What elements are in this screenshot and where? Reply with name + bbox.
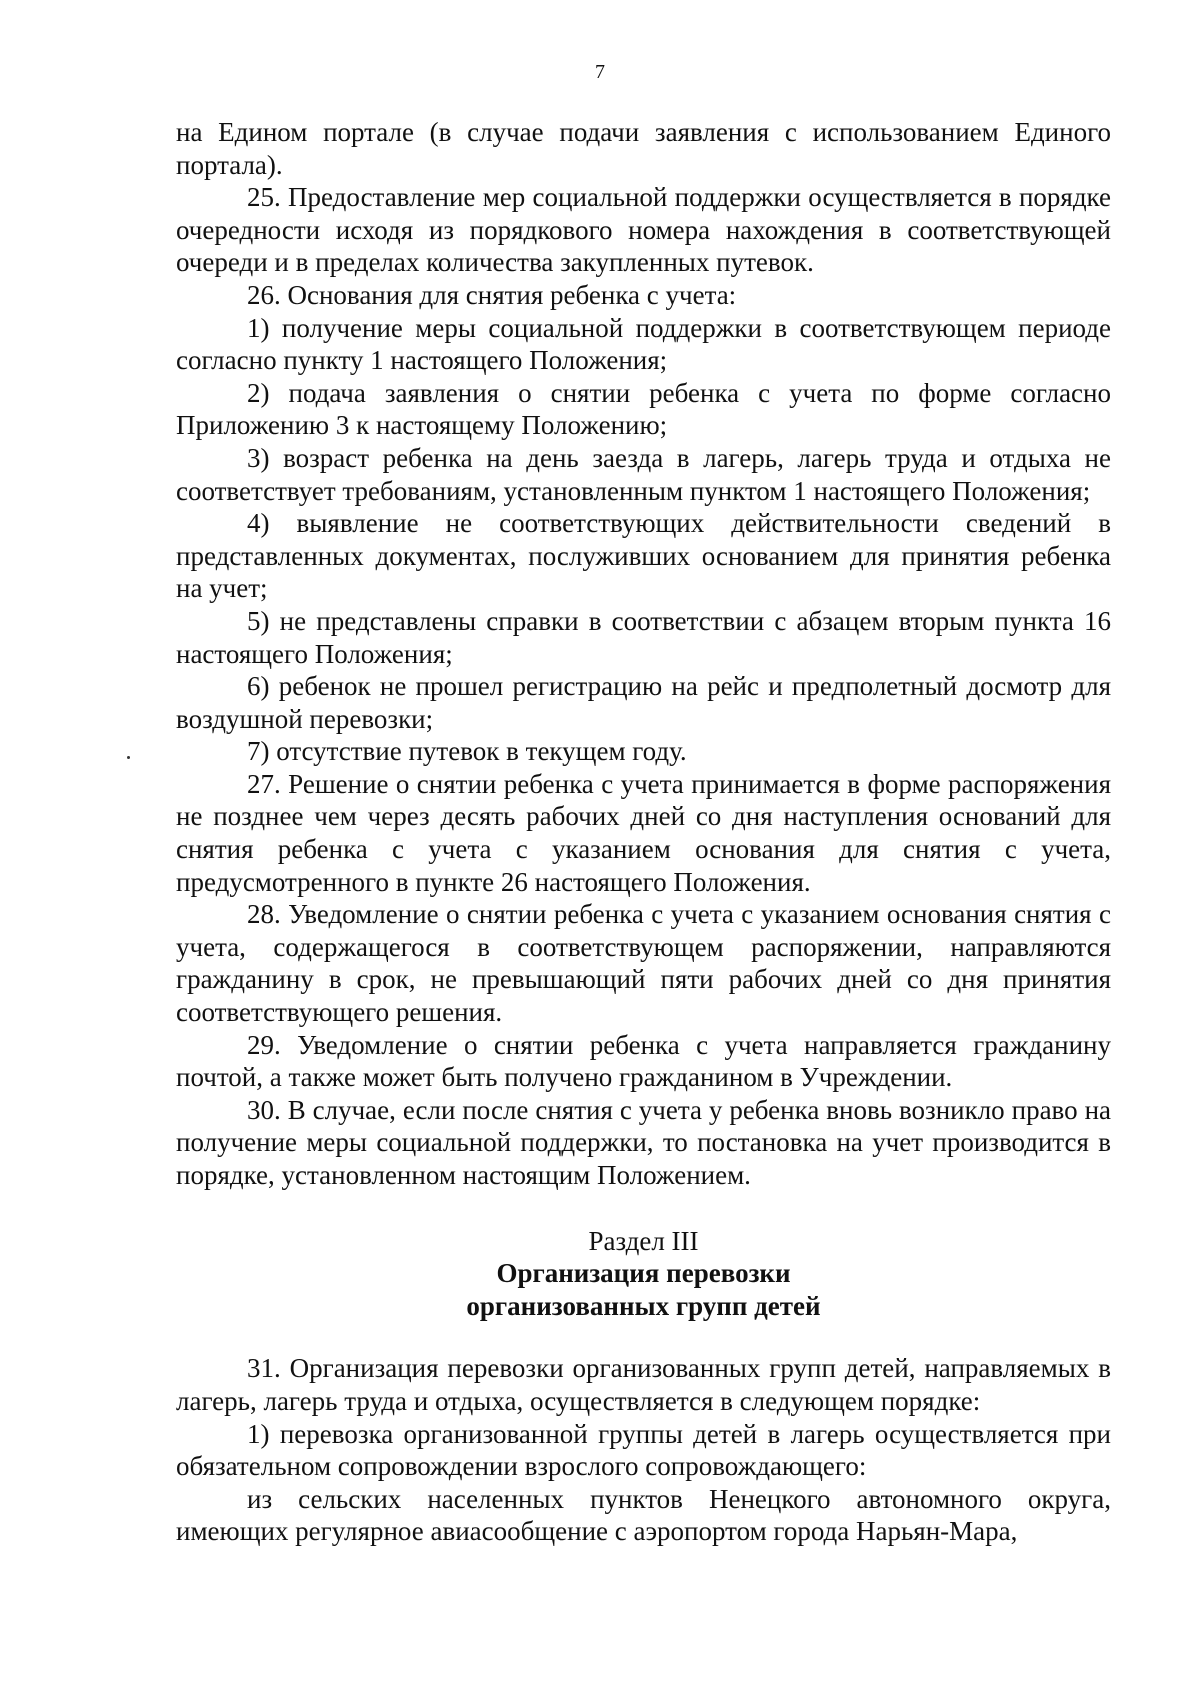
paragraph-28: 28. Уведомление о снятии ребенка с учета с указанием основания снятия с учета, содержащегося в соответствующем распоряжении, направляются гражданину в срок, не превышающий пяти рабочих дней со дня принятия соответствующего решения. — [176, 899, 1111, 1028]
paragraph-continuation: на Едином портале (в случае подачи заявления с использованием Единого портала). — [176, 117, 1111, 180]
paragraph-25: 25. Предоставление мер социальной поддержки осуществляется в порядке очередности исходя из порядкового номера нахождения в соответствующей очереди и в пределах количества закупленных путевок. — [176, 182, 1111, 278]
paragraph-26-item-1: 1) получение меры социальной поддержки в соответствующем периоде согласно пункту 1 настоящего Положения; — [176, 312, 1111, 376]
paragraph-26-item-4: 4) выявление не соответствующих действительности сведений в представленных документах, послуживших основанием для принятия ребенка на учет; — [176, 508, 1111, 604]
section-label: Раздел III — [588, 1225, 699, 1256]
section-heading — [176, 1225, 1111, 1323]
section-title-line-1: Организация перевозки — [496, 1258, 791, 1289]
scan-speck — [127, 756, 130, 759]
paragraph-31-item-1-detail: из сельских населенных пунктов Ненецкого автономного округа, имеющих регулярное авиасообщение с аэропортом города Нарьян-Мара, — [176, 1483, 1111, 1547]
paragraph-31-item-1: 1) перевозка организованной группы детей в лагерь осуществляется при обязательном сопровождении взрослого сопровождающего: — [176, 1418, 1111, 1482]
paragraph-26-item-6: 6) ребенок не прошел регистрацию на рейс и предполетный досмотр для воздушной перевозки; — [176, 671, 1111, 734]
paragraph-31: 31. Организация перевозки организованных групп детей, направляемых в лагерь, лагерь труда и отдыха, осуществляется в следующем порядке: — [176, 1353, 1111, 1416]
document-body — [176, 116, 1111, 1548]
paragraph-30: 30. В случае, если после снятия с учета у ребенка вновь возникло право на получение меры социальной поддержки, то постановка на учет производится в порядке, установленном настоящим Положением. — [176, 1094, 1111, 1190]
paragraph-27: 27. Решение о снятии ребенка с учета принимается в форме распоряжения не позднее чем через десять рабочих дней со дня наступления оснований для снятия ребенка с учета с указанием основания для снятия с учета, предусмотренного в пункте 26 настоящего Положения. — [176, 768, 1111, 897]
paragraph-29: 29. Уведомление о снятии ребенка с учета направляется гражданину почтой, а также может быть получено гражданином в Учреждении. — [176, 1029, 1111, 1093]
paragraph-26-item-2: 2) подача заявления о снятии ребенка с учета по форме согласно Приложению 3 к настоящему Положению; — [176, 377, 1111, 441]
paragraph-26-item-5: 5) не представлены справки в соответствии с абзацем вторым пункта 16 настоящего Положения; — [176, 605, 1111, 669]
page-number: 7 — [595, 61, 605, 83]
paragraph-26-item-7: 7) отсутствие путевок в текущем году. — [247, 736, 687, 767]
paragraph-26-item-3: 3) возраст ребенка на день заезда в лагерь, лагерь труда и отдыха не соответствует требованиям, установленным пунктом 1 настоящего Положения; — [176, 442, 1111, 506]
paragraph-26: 26. Основания для снятия ребенка с учета: — [247, 279, 737, 310]
section-title-line-2: организованных групп детей — [466, 1290, 821, 1321]
